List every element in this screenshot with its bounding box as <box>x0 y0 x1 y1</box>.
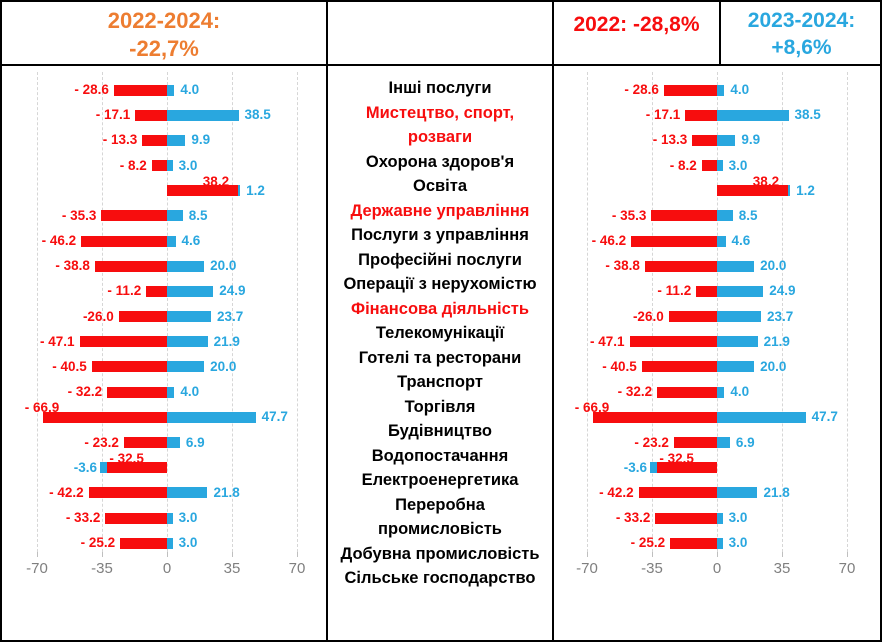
value-label-2023-2024: 9.9 <box>741 132 761 148</box>
bar-2022 <box>685 110 717 121</box>
bar-2022 <box>696 286 717 297</box>
axis-tick-label: -35 <box>641 560 663 577</box>
bar-2022 <box>593 412 717 423</box>
bar-2023-2024 <box>717 210 733 221</box>
value-label-2023-2024: 1.2 <box>246 182 265 198</box>
value-label-2022: - 47.1 <box>40 333 75 349</box>
bar-2022 <box>119 311 167 322</box>
axis-tick--35 <box>102 552 103 557</box>
value-label-2022: - 8.2 <box>119 157 147 173</box>
bar-2022 <box>135 110 167 121</box>
category-label-line: Сільське господарство <box>344 569 536 587</box>
category-label-column <box>328 64 552 604</box>
axis-tick-label: 0 <box>162 560 172 577</box>
bar-2023-2024 <box>167 336 208 347</box>
bar-2023-2024 <box>167 387 174 398</box>
category-label <box>328 223 552 248</box>
bar-2023-2024 <box>167 538 173 549</box>
value-label-2023-2024: 47.7 <box>261 409 288 425</box>
value-label-2022: - 17.1 <box>645 107 681 123</box>
value-label-2023-2024: 4.0 <box>180 82 200 97</box>
bar-2022 <box>702 160 717 171</box>
value-label-2023-2024: 20.0 <box>210 358 237 374</box>
value-label-2022: - 46.2 <box>591 233 627 249</box>
category-label <box>328 542 552 567</box>
value-label-2022: - 66.9 <box>574 400 610 416</box>
bar-2023-2024 <box>717 261 754 272</box>
value-label-2023-2024: 20.0 <box>760 258 787 274</box>
bar-2023-2024 <box>717 361 754 372</box>
value-label-2022: - 28.6 <box>624 82 659 97</box>
value-label-2022: - 42.2 <box>599 484 634 500</box>
bar-2023-2024 <box>717 85 724 96</box>
bar-2023-2024 <box>717 487 757 498</box>
category-label <box>328 468 552 493</box>
value-label-2023-2024: 38.5 <box>244 107 271 123</box>
value-label-2022: - 32.2 <box>67 384 103 400</box>
category-label <box>328 76 552 101</box>
axis-tick-label: 35 <box>773 560 791 577</box>
value-label-2023-2024: 38.5 <box>794 107 821 123</box>
bar-2023-2024 <box>717 236 726 247</box>
value-label-2022: - 38.8 <box>55 258 90 274</box>
category-label-line: Переробна <box>395 495 485 514</box>
header-2023-2024 <box>721 2 882 69</box>
value-label-2022: - 33.2 <box>65 510 101 526</box>
value-label-2023-2024: 3.0 <box>728 535 748 551</box>
header-total-line1: 2022-2024: <box>107 8 221 33</box>
axis-tick-label: -70 <box>576 560 598 577</box>
bar-2022 <box>655 513 717 524</box>
value-label-2022: - 23.2 <box>84 434 119 450</box>
bar-2023-2024 <box>717 513 723 524</box>
value-label-2023-2024: 3.0 <box>178 510 198 526</box>
bar-2022 <box>692 135 717 146</box>
value-label-2023-2024: 21.8 <box>213 484 240 500</box>
axis-tick-0 <box>167 552 168 557</box>
bar-2022 <box>120 538 167 549</box>
bar-2023-2024 <box>167 361 204 372</box>
bar-2022 <box>670 538 717 549</box>
category-label <box>328 101 552 150</box>
value-label-2023-2024: -3.6 <box>73 459 97 475</box>
category-label <box>328 444 552 469</box>
axis-tick-label: -70 <box>26 560 48 577</box>
axis-tick--70 <box>37 552 38 557</box>
value-label-2022: 38.2 <box>752 173 780 189</box>
value-label-2023-2024: 4.0 <box>730 384 750 400</box>
bar-2023-2024 <box>167 160 173 171</box>
category-label-line: Фінансова діяльність <box>351 299 529 318</box>
category-label-line: Освіта <box>413 177 467 195</box>
value-label-2023-2024: 3.0 <box>178 535 198 551</box>
header-2023-2024-line1: 2023-2024: <box>747 9 856 32</box>
value-label-2023-2024: 24.9 <box>219 283 246 299</box>
axis-tick-label: 70 <box>288 560 306 577</box>
value-label-2022: - 13.3 <box>102 132 138 148</box>
gridline--70 <box>587 72 589 552</box>
bar-2023-2024 <box>167 487 207 498</box>
value-label-2023-2024: 8.5 <box>738 207 758 223</box>
value-label-2022: - 11.2 <box>107 283 142 299</box>
bar-2022 <box>107 387 167 398</box>
value-label-2023-2024: 3.0 <box>728 510 748 526</box>
value-label-2022: - 35.3 <box>611 207 647 223</box>
bar-2022 <box>630 336 717 347</box>
value-label-2022: -26.0 <box>82 308 114 324</box>
category-label <box>328 370 552 395</box>
value-label-2023-2024: 1.2 <box>796 182 815 198</box>
bar-2023-2024 <box>717 336 758 347</box>
bar-2023-2024 <box>167 286 213 297</box>
category-label <box>328 199 552 224</box>
bar-2023-2024 <box>717 437 730 448</box>
bar-2022 <box>639 487 717 498</box>
bar-2022 <box>92 361 167 372</box>
value-label-2023-2024: 20.0 <box>210 258 237 274</box>
bar-2022 <box>105 513 167 524</box>
value-label-2023-2024: 24.9 <box>769 283 796 299</box>
category-label-line: промисловість <box>378 520 502 538</box>
axis-tick-label: 70 <box>838 560 856 577</box>
value-label-2023-2024: 21.8 <box>763 484 790 500</box>
category-label <box>328 346 552 371</box>
category-label <box>328 150 552 175</box>
gridline--70 <box>37 72 39 552</box>
bar-2022 <box>664 85 717 96</box>
bar-2022 <box>81 236 167 247</box>
value-label-2023-2024: 6.9 <box>735 434 755 450</box>
category-label-line: Водопостачання <box>371 446 509 465</box>
value-label-2022: - 17.1 <box>95 107 131 123</box>
bar-2023-2024 <box>717 110 789 121</box>
bar-2022 <box>89 487 167 498</box>
bar-2022 <box>101 210 167 221</box>
value-label-2023-2024: 20.0 <box>760 358 787 374</box>
bar-2022 <box>114 85 167 96</box>
header-2023-2024-line2: +8,6% <box>771 36 832 59</box>
value-label-2022: - 13.3 <box>652 132 688 148</box>
category-label-line: Професійні послуги <box>358 250 522 269</box>
category-label <box>328 321 552 346</box>
bar-2023-2024 <box>167 110 239 121</box>
value-label-2022: - 25.2 <box>80 535 116 551</box>
bar-2022 <box>645 261 717 272</box>
value-label-2022: - 40.5 <box>52 358 87 374</box>
value-label-2023-2024: 47.7 <box>811 409 838 425</box>
value-label-2022: - 8.2 <box>669 157 697 173</box>
value-label-2022: - 32.2 <box>617 384 653 400</box>
category-label-line: Електроенергетика <box>361 471 519 489</box>
value-label-2023-2024: 4.0 <box>730 82 750 97</box>
category-label-line: Операції з нерухомістю <box>343 275 537 293</box>
value-label-2023-2024: 8.5 <box>188 207 208 223</box>
value-label-2022: - 35.3 <box>61 207 97 223</box>
value-label-2022: - 38.8 <box>605 258 640 274</box>
bar-2022 <box>124 437 167 448</box>
bar-2022 <box>43 412 167 423</box>
bar-2022 <box>631 236 717 247</box>
axis-tick-35 <box>782 552 783 557</box>
bar-2023-2024 <box>717 160 723 171</box>
bar-2022 <box>80 336 167 347</box>
header-empty-cell <box>328 2 552 64</box>
category-label-line: Охорона здоров'я <box>365 152 515 171</box>
category-label-line: Державне управління <box>350 201 530 220</box>
value-label-2022: -26.0 <box>632 308 664 324</box>
category-label <box>328 174 552 199</box>
value-label-2022: - 25.2 <box>630 535 666 551</box>
category-label-line: розваги <box>407 128 473 146</box>
category-label <box>328 248 552 273</box>
axis-tick-label: 0 <box>712 560 722 577</box>
value-label-2022: - 11.2 <box>657 283 692 299</box>
bar-2022 <box>669 311 717 322</box>
bar-2023-2024 <box>167 311 211 322</box>
category-label-line: Транспорт <box>397 373 483 391</box>
bar-2023-2024 <box>717 286 763 297</box>
axis-tick-label: -35 <box>91 560 113 577</box>
category-label-line: Будівництво <box>388 422 492 440</box>
bar-2023-2024 <box>717 387 724 398</box>
value-label-2023-2024: -3.6 <box>623 459 647 475</box>
axis-tick-70 <box>297 552 298 557</box>
category-label-line: Добувна промисловість <box>340 544 540 563</box>
axis-tick--35 <box>652 552 653 557</box>
axis-tick-35 <box>232 552 233 557</box>
category-label <box>328 297 552 322</box>
bar-2022 <box>674 437 717 448</box>
value-label-2023-2024: 4.0 <box>180 384 200 400</box>
bar-2022 <box>142 135 167 146</box>
bar-2023-2024 <box>167 135 185 146</box>
gridline-70 <box>297 72 299 552</box>
value-label-2022: - 40.5 <box>602 358 637 374</box>
value-label-2023-2024: 4.6 <box>731 233 751 249</box>
bar-2023-2024 <box>717 412 806 423</box>
divider-header-2022-2023 <box>719 2 721 64</box>
bar-2022 <box>642 361 717 372</box>
category-label <box>328 395 552 420</box>
bar-2023-2024 <box>167 261 204 272</box>
category-label-line: Інші послуги <box>388 79 492 97</box>
value-label-2023-2024: 21.9 <box>763 333 790 349</box>
bar-2023-2024 <box>167 85 174 96</box>
bar-2023-2024 <box>167 513 173 524</box>
bar-2023-2024 <box>167 236 176 247</box>
category-label-line: Готелі та ресторани <box>358 348 522 367</box>
value-label-2023-2024: 21.9 <box>213 333 240 349</box>
value-label-2023-2024: 3.0 <box>178 157 198 173</box>
bar-2023-2024 <box>717 538 723 549</box>
value-label-2023-2024: 23.7 <box>767 308 794 324</box>
axis-tick-label: 35 <box>223 560 241 577</box>
chart-panel-right <box>554 64 882 600</box>
category-label <box>328 272 552 297</box>
bar-2023-2024 <box>167 412 256 423</box>
category-label <box>328 419 552 444</box>
category-label-line: Торгівля <box>404 397 476 416</box>
chart-panel-left <box>2 64 326 600</box>
bar-2022 <box>152 160 167 171</box>
value-label-2023-2024: 6.9 <box>185 434 205 450</box>
bar-2022 <box>651 210 717 221</box>
bar-2022 <box>95 261 167 272</box>
value-label-2023-2024: 3.0 <box>728 157 748 173</box>
value-label-2022: - 32.5 <box>109 450 144 466</box>
bar-2022 <box>657 387 717 398</box>
header-2022: 2022: -28,8% <box>573 13 700 36</box>
bar-2022 <box>146 286 167 297</box>
axis-tick-70 <box>847 552 848 557</box>
value-label-2023-2024: 23.7 <box>217 308 244 324</box>
category-label <box>328 493 552 542</box>
axis-tick-0 <box>717 552 718 557</box>
value-label-2023-2024: 4.6 <box>181 233 201 249</box>
value-label-2022: - 66.9 <box>24 400 60 416</box>
axis-tick--70 <box>587 552 588 557</box>
category-label-line: Мистецтво, спорт, <box>365 103 515 122</box>
value-label-2022: - 47.1 <box>590 333 625 349</box>
value-label-2022: - 32.5 <box>659 450 694 466</box>
value-label-2022: 38.2 <box>202 173 230 189</box>
category-label <box>328 566 552 591</box>
category-label-line: Послуги з управління <box>351 226 529 244</box>
value-label-2023-2024: 9.9 <box>191 132 211 148</box>
value-label-2022: - 33.2 <box>615 510 651 526</box>
bar-2023-2024 <box>167 437 180 448</box>
bar-2023-2024 <box>167 210 183 221</box>
value-label-2022: - 28.6 <box>74 82 109 97</box>
header-total-line2: -22,7% <box>129 36 199 61</box>
gridline-70 <box>847 72 849 552</box>
category-label-line: Телекомунікації <box>375 324 505 342</box>
value-label-2022: - 42.2 <box>49 484 84 500</box>
value-label-2022: - 46.2 <box>41 233 77 249</box>
value-label-2022: - 23.2 <box>634 434 669 450</box>
header-total-2022-2024 <box>2 2 326 69</box>
bar-2023-2024 <box>717 311 761 322</box>
bar-2023-2024 <box>717 135 735 146</box>
